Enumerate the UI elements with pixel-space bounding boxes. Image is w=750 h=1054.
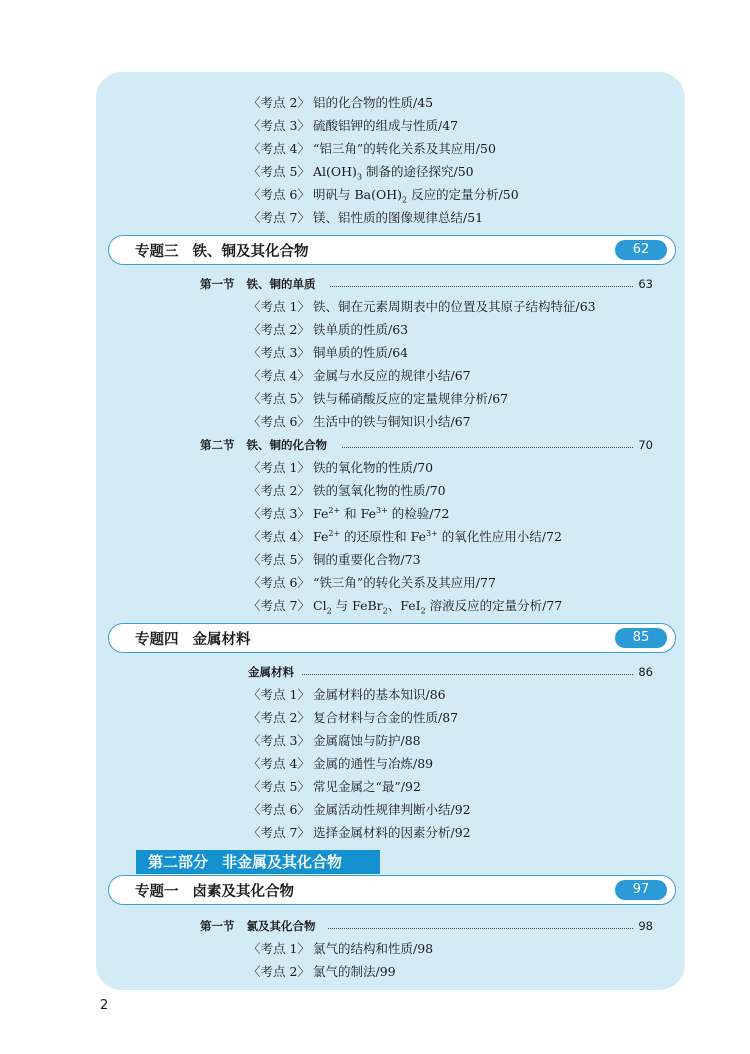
entry-bracket: 〈考点 4〉 xyxy=(248,756,310,771)
entry-bracket: 〈考点 2〉 xyxy=(248,710,310,725)
entry-bracket: 〈考点 7〉 xyxy=(248,825,310,840)
entry-text: 金属材料的基本知识/86 xyxy=(313,687,446,702)
topic-page-badge: 97 xyxy=(615,880,667,900)
entry-bracket: 〈考点 7〉 xyxy=(248,598,310,613)
entry-bracket: 〈考点 6〉 xyxy=(248,187,310,202)
entry-bracket: 〈考点 7〉 xyxy=(248,210,310,225)
topic-title: 专题四 金属材料 xyxy=(135,632,251,648)
entry-bracket: 〈考点 1〉 xyxy=(248,941,310,956)
entry-text: 铁的氢氧化物的性质/70 xyxy=(313,483,446,498)
entry-bracket: 〈考点 2〉 xyxy=(248,322,310,337)
entry-bracket: 〈考点 3〉 xyxy=(248,733,310,748)
entry-bracket: 〈考点 2〉 xyxy=(248,964,310,979)
entry-text: 铝的化合物的性质/45 xyxy=(313,95,434,110)
entry-text: 选择金属材料的因素分析/92 xyxy=(313,825,471,840)
page-number: 2 xyxy=(100,998,109,1013)
section-page: 86 xyxy=(638,665,653,679)
entry-text: 金属腐蚀与防护/88 xyxy=(313,733,421,748)
entry-bracket: 〈考点 6〉 xyxy=(248,575,310,590)
topic-heading[interactable] xyxy=(108,875,676,905)
entry-text: 金属与水反应的规律小结/67 xyxy=(313,368,471,383)
topic-page-badge: 85 xyxy=(615,628,667,648)
dot-leader xyxy=(342,447,633,448)
section-page: 98 xyxy=(638,919,653,933)
section-heading[interactable] xyxy=(200,276,653,292)
entry-text: 氯气的结构和性质/98 xyxy=(313,941,434,956)
section-page: 63 xyxy=(638,277,653,291)
topic-heading[interactable] xyxy=(108,235,676,265)
entry-bracket: 〈考点 1〉 xyxy=(248,299,310,314)
part-title: 非金属及其化合物 xyxy=(222,853,343,871)
topic-title: 专题三 铁、铜及其化合物 xyxy=(135,244,309,260)
part-banner[interactable] xyxy=(136,850,380,874)
topic-title: 专题一 卤素及其化合物 xyxy=(135,884,294,900)
entry-text: 硫酸铝钾的组成与性质/47 xyxy=(313,118,459,133)
entry-bracket: 〈考点 4〉 xyxy=(248,368,310,383)
entry-text: 生活中的铁与铜知识小结/67 xyxy=(313,414,471,429)
section-page: 70 xyxy=(638,438,653,452)
entry-bracket: 〈考点 4〉 xyxy=(248,141,310,156)
entry-text: “铁三角”的转化关系及其应用/77 xyxy=(313,575,496,590)
entry-text: 复合材料与合金的性质/87 xyxy=(313,710,459,725)
entry-text: 铁与稀硝酸反应的定量规律分析/67 xyxy=(313,391,509,406)
entry-text: 氯气的制法/99 xyxy=(313,964,396,979)
section-heading[interactable] xyxy=(200,437,653,453)
entry-bracket: 〈考点 5〉 xyxy=(248,552,310,567)
entry-bracket: 〈考点 3〉 xyxy=(248,345,310,360)
entry-text: 镁、铝性质的图像规律总结/51 xyxy=(313,210,484,225)
entry-text: $Al(OH)_3$ 制备的途径探究/50 xyxy=(313,164,474,182)
entry-text: $Fe^{2+}$ 和 $Fe^{3+}$ 的检验/72 xyxy=(313,505,450,521)
entry-bracket: 〈考点 6〉 xyxy=(248,414,310,429)
entry-text: 铁单质的性质/63 xyxy=(313,322,409,337)
section-title: 金属材料 xyxy=(248,665,294,679)
entry-text: 铜的重要化合物/73 xyxy=(313,552,421,567)
dot-leader xyxy=(330,286,633,287)
entry-text: 铁、铜在元素周期表中的位置及其原子结构特征/63 xyxy=(313,299,596,314)
entry-bracket: 〈考点 5〉 xyxy=(248,391,310,406)
entry-text: 常见金属之“最”/92 xyxy=(313,779,421,794)
entry-text: 铜单质的性质/64 xyxy=(313,345,409,360)
entry-bracket: 〈考点 4〉 xyxy=(248,529,310,544)
entry-bracket: 〈考点 2〉 xyxy=(248,483,310,498)
entry-text: $Fe^{2+}$ 的还原性和 $Fe^{3+}$ 的氧化性应用小结/72 xyxy=(313,528,562,544)
entry-bracket: 〈考点 5〉 xyxy=(248,164,310,179)
entry-bracket: 〈考点 5〉 xyxy=(248,779,310,794)
entry-bracket: 〈考点 6〉 xyxy=(248,802,310,817)
section-title: 第一节 氯及其化合物 xyxy=(200,919,316,933)
dot-leader xyxy=(328,928,633,929)
section-heading[interactable] xyxy=(200,664,653,680)
section-heading[interactable] xyxy=(200,918,653,934)
entry-text: 金属的通性与冶炼/89 xyxy=(313,756,434,771)
part-label: 第二部分 xyxy=(148,853,209,871)
entry-bracket: 〈考点 1〉 xyxy=(248,460,310,475)
entry-bracket: 〈考点 3〉 xyxy=(248,118,310,133)
topic-page-badge: 62 xyxy=(615,240,667,260)
entry-bracket: 〈考点 3〉 xyxy=(248,506,310,521)
dot-leader xyxy=(302,674,633,675)
entry-bracket: 〈考点 2〉 xyxy=(248,95,310,110)
entry-text: $Cl_2$ 与 FeBr$_2$、FeI$_2$ 溶液反应的定量分析/77 xyxy=(313,598,563,616)
topic-heading[interactable] xyxy=(108,623,676,653)
entry-text: “铝三角”的转化关系及其应用/50 xyxy=(313,141,496,156)
section-title: 第一节 铁、铜的单质 xyxy=(200,277,316,291)
entry-bracket: 〈考点 1〉 xyxy=(248,687,310,702)
entry-text: 明矾与 $Ba(OH)_2$ 反应的定量分析/50 xyxy=(313,187,519,205)
entry-text: 金属活动性规律判断小结/92 xyxy=(313,802,471,817)
section-title: 第二节 铁、铜的化合物 xyxy=(200,438,327,452)
entry-text: 铁的氧化物的性质/70 xyxy=(313,460,434,475)
